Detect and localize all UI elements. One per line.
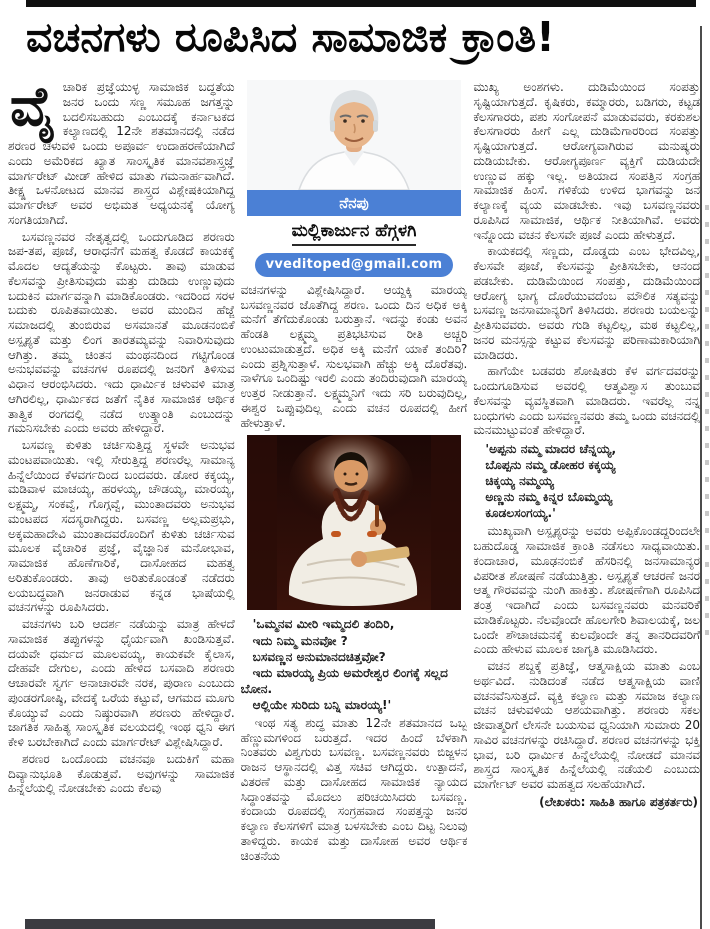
paragraph: ಇಂಥ ಸತ್ಯ ಶುದ್ಧ ಮಾತು 12ನೇ ಶತಮಾನದ ಒಬ್ಬ ಹೆಣ್ಣುಮಗಳಿಂದ ಬರುತ್ತದೆ. ಇದರ ಹಿಂದೆ ಬೆಳಕಾಗಿ ನಿಂತವರು ವಿಶ್ವಗುರು ಬಸವಣ್ಣ. ಬಸವಣ್ಣನವರು ಬಿಜ್ಜಳನ ರಾಜನ ಆಸ್ಥಾನದಲ್ಲಿ ವಿತ್ತ ಸಚಿವ ಆಗಿದ್ದರು. ಉತ್ಪಾದನೆ, ವಿತರಣೆ ಮತ್ತು ದಾಸೋಹದ ಸಾಮಾಜಿಕ ನ್ಯಾಯದ ಸಿದ್ಧಾಂತವನ್ನು ಮೊದಲು ಪರಿಚಯಿಸಿದರು ಬಸವಣ್ಣ. ಕಂದಾಯ ರೂಪದಲ್ಲಿ ಸಂಗ್ರಹವಾದ ಸಂಪತ್ತನ್ನು ಜನರ ಕಲ್ಯಾಣ ಕೆಲಸಗಳಿಗೆ ಮಾತ್ರ ಬಳಸಬೇಕು ಎಂಬ ದಿಟ್ಟ ನಿಲುವು ತಾಳಿದ್ದರು. ಕಾಯಕ ಮತ್ತು ದಾಸೋಹ ಅವರ ಆರ್ಥಿಕ ಚಿಂತನೆಯ [240,715,468,863]
section-label: ನೆನಪು [339,193,369,212]
vachana-quote-lakshmamma [241,616,468,713]
paragraph: ವಚನಗಳನ್ನು ವಿಶ್ಲೇಷಿಸಿದ್ದಾರೆ. ಆಯ್ದಕ್ಕಿ ಮಾರಯ್ಯ ಬಸವಣ್ಣನವರ ಜೊತೆಗಿದ್ದ ಶರಣ. ಒಂದು ದಿನ ಅಧಿಕ ಅಕ್ಕಿ ಮನೆಗೆ ತೆಗೆದುಕೊಂಡು ಬರುತ್ತಾನೆ. ಇದನ್ನು ಕಂಡು ಅವನ ಹೆಂಡತಿ ಲಕ್ಷ್ಮಮ್ಮ ಪ್ರತಿಭಟಿಸುವ ರೀತಿ ಅಚ್ಚರಿ ಉಂಟುಮಾಡುತ್ತದೆ. ಅಧಿಕ ಅಕ್ಕಿ ಮನೆಗೆ ಯಾಕೆ ತಂದಿರಿ? ಎಂದು ಪ್ರಶ್ನಿಸುತ್ತಾಳೆ. ಸುಲಭವಾಗಿ ಹೆಚ್ಚು ಅಕ್ಕಿ ದೊರೆತವು. ನಾಳೆಗೂ ಒಂದಿಷ್ಟು ಇರಲಿ ಎಂದು ತಂದಿರುವುದಾಗಿ ಮಾರಯ್ಯ ಉತ್ತರ ನೀಡುತ್ತಾನೆ. ಲಕ್ಷ್ಮಮ್ಮನಿಗೆ ಇದು ಸರಿ ಬರುವುದಿಲ್ಲ, ಈಶ್ವರ ಒಪ್ಪುವುದಿಲ್ಲ ಎಂದು ವಚನ ರೂಪದಲ್ಲಿ ಹೀಗೆ ಹೇಳುತ್ತಾಳೆ. [240,282,468,430]
middle-column [241,80,468,921]
author-email-pill [255,253,453,277]
article-body-columns [8,80,700,921]
section-label-band [247,190,461,216]
vachana-line: ಇದು ನಿಮ್ಮ ಮನವೋ ? [252,633,348,648]
author-note: (ಲೇಖಕರು: ಸಾಹಿತಿ ಹಾಗೂ ಪತ್ರಕರ್ತರು) [539,794,699,809]
vachana-line: ಕೂಡಲಸಂಗಯ್ಯ.' [485,506,556,521]
vachana-line: 'ಅಪ್ಪನು ನಮ್ಮ ಮಾದರ ಚೆನ್ನಯ್ಯ, [485,442,617,456]
vachana-line: ಬಸವಣ್ಣನ ಅನುಮಾನದಚಿತ್ತವೋ? [252,649,386,664]
vachana-line: ಚಿಕ್ಕಯ್ಯ ನಮ್ಮಯ್ಯ [485,474,554,489]
author-name-wrap [247,216,461,248]
author-name: ಮಲ್ಲಿಕಾರ್ಜುನ ಹೆಗ್ಗಳಗಿ [292,221,417,246]
drop-cap: ವೈ [10,80,56,138]
vachana-quote-basavanna [473,441,700,521]
author-portrait-photo [247,80,461,190]
vachana-line: ಬೊಪ್ಪನು ನಮ್ಮ ಡೋಹರ ಕಕ್ಕಯ್ಯ [485,458,616,473]
right-column-divider-rule [700,26,702,929]
basavanna-illustration [247,435,461,610]
right-column [473,80,700,921]
paragraph: ವಚನಗಳು ಬರಿ ಆದರ್ಶ ನಡೆಯನ್ನು ಮಾತ್ರ ಹೇಳದೆ ಸಾಮಾಜಿಕ ತಪ್ಪುಗಳನ್ನು ಧೈರ್ಯವಾಗಿ ಖಂಡಿಸುತ್ತವೆ. ದಯವೇ ಧರ್ಮದ ಮೂಲವಯ್ಯ, ಕಾಯಕವೇ ಕೈಲಾಸ, ದೇಹವೇ ದೇಗುಲ, ಎಂದು ಹೇಳಿದ ಬಸವಾದಿ ಶರಣರು ಆಚಾರವೇ ಸ್ವರ್ಗ ಅನಾಚಾರವೇ ನರಕ, ಪುರಾಣ ಎಂಬುದು ಪುಂಡರಗೋಷ್ಠಿ, ವೇದಕ್ಕೆ ಒರೆಯ ಕಟ್ಟುವೆ, ಆಗಮದ ಮೂಗು ಕೊಯ್ಯುವೆ ಎಂದು ನಿಷ್ಠುರವಾಗಿ ಶರಣರು ಹೇಳಿದ್ದಾರೆ. ಜಾಗತಿಕ ಸಾಹಿತ್ಯ ಸಾಂಸ್ಕೃತಿಕ ವಲಯದಲ್ಲಿ ಇಂಥ ಧ್ವನಿ ಈಗ ಕೇಳಿ ಬರಬೇಕಾಗಿದೆ ಎಂದು ಮಾರ್ಗರೇಟ್ ವಿಶ್ಲೇಷಿಸಿದ್ದಾರೆ. [8,617,235,749]
vachana-line: ಅಣ್ಣನು ನಮ್ಮ ಕಿನ್ನರ ಬೊಮ್ಮಯ್ಯ [485,490,613,505]
author-box [247,80,461,277]
vachana-line: ಆಲ್ಲಿಯೇ ಸುರಿದು ಬನ್ನಿ ಮಾರಯ್ಯ!' [252,697,392,712]
paragraph [8,80,235,228]
top-rule [26,0,696,7]
paragraph: ಶರಣರ ಒಂದೊಂದು ವಚನವೂ ಬದುಕಿಗೆ ಮಹಾ ದಿವ್ಯಾನುಭೂತಿ ಕೊಡುತ್ತವೆ. ಅವುಗಳನ್ನು ಸಾಮಾಜಿಕ ಹಿನ್ನೆಲೆಯಲ್ಲಿ ನೋಡಬೇಕು ಎಂದು ಕೆಲವು [8,751,235,796]
paragraph: ಬಸವಣ್ಣ ಕುಳಿತು ಚರ್ಚಿಸುತ್ತಿದ್ದ ಸ್ಥಳವೇ ಅನುಭವ ಮಂಟಪವಾಯಿತು. ಇಲ್ಲಿ ಸೇರುತ್ತಿದ್ದ ಶರಣರೆಲ್ಲ ಸಾಮಾನ್ಯ ಹಿನ್ನೆಲೆಯಿಂದ ಕೆಳವರ್ಗದಿಂದ ಬಂದವರು. ಡೋರ ಕಕ್ಕಯ್ಯ, ಮಡಿವಾಳ ಮಾಚಯ್ಯ, ಹರಳಯ್ಯ, ಚೌಡಯ್ಯ, ಮಾರಯ್ಯ, ಲಕ್ಷ್ಮಮ್ಮ, ಸಂಕವ್ವೆ, ಗೊಗ್ಗವ್ವೆ, ಮುಂತಾದವರು ಅನುಭವ ಮಂಟಪದ ಸದಸ್ಯರಾಗಿದ್ದರು. ಬಸವಣ್ಣ ಅಲ್ಲಮಪ್ರಭು, ಅಕ್ಕಮಹಾದೇವಿ ಮುಂತಾದವರೊಂದಿಗೆ ಕುಳಿತು ಚರ್ಚಿಸುವ ಮೂಲಕ ವೈಚಾರಿಕ ಪ್ರಜ್ಞೆ, ವೈಜ್ಞಾನಿಕ ಮನೋಭಾವ, ಸಾಮಾಜಿಕ ಹೊಣೆಗಾರಿಕೆ, ದಾಸೋಹದ ಮಹತ್ವ ಅರಿತುಕೊಂಡರು. ತಾವು ಅರಿತುಕೊಂಡಂತೆ ನಡೆದರು ಲಯಬದ್ಧವಾಗಿ ಜನರಾಡುವ ಕನ್ನಡ ಭಾಷೆಯಲ್ಲಿ ವಚನಗಳನ್ನು ರೂಪಿಸಿದರು. [8,438,235,615]
paragraph-text: ಚಾರಿಕ ಪ್ರಜ್ಞೆಯುಳ್ಳ ಸಾಮಾಜಿಕ ಬದ್ಧತೆಯ ಜನರ ಒಂದು ಸಣ್ಣ ಸಮೂಹ ಜಗತ್ತನ್ನು ಬದಲಿಸಬಹುದು ಎಂಬುದಕ್ಕೆ ಕರ್ನಾಟಕದ ಕಲ್ಯಾಣದಲ್ಲಿ 12ನೇ ಶತಮಾನದಲ್ಲಿ ನಡೆದ ಶರಣರ ಚಳುವಳಿ ಒಂದು ಅಪೂರ್ವ ಉದಾಹರಣೆಯಾಗಿದೆ ಎಂದು ಅಮೆರಿಕದ ಖ್ಯಾತ ಸಾಂಸ್ಕೃತಿಕ ಮಾನವಶಾಸ್ತ್ರಜ್ಞೆ ಮಾರ್ಗರೇಟ್ ಮೀಡ್ ಹೇಳಿದ ಮಾತು ಗಮನಾರ್ಹವಾಗಿದೆ. ತೀಕ್ಷ್ಣ ಒಳನೋಟದ ಮಾನವ ಶಾಸ್ತ್ರದ ವಿಶ್ಲೇಷಕಿಯಾಗಿದ್ದ ಮಾರ್ಗರೇಟ್ ಅವರ ಅಭಿಮತ ಅಧ್ಯಯನಕ್ಕೆ ಯೋಗ್ಯ ಸಂಗತಿಯಾಗಿದೆ. [8,80,235,227]
vachana-line: 'ಒಮ್ಮನವ ಮೀರಿ ಇಮ್ಮದಲಿ ತಂದಿರಿ, [252,617,395,632]
paragraph: ವಚನ ಶಬ್ದಕ್ಕೆ ಪ್ರತಿಜ್ಞೆ, ಆತ್ಮಸಾಕ್ಷಿಯ ಮಾತು ಎಂಬ ಅರ್ಥವಿದೆ. ನುಡಿದಂತೆ ನಡೆದ ಆತ್ಮಸಾಕ್ಷಿಯ ವಾಣಿ ವಚನವೆನಿಸುತ್ತದೆ. ವ್ಯಕ್ತಿ ಕಲ್ಯಾಣ ಮತ್ತು ಸಮಾಜ ಕಲ್ಯಾಣ ವಚನ ಚಳುವಳಿಯ ಆಶಯವಾಗಿತ್ತು. ಶರಣರು ಸಕಲ ಜೀವಾತ್ಮರಿಗೆ ಲೇಸನೇ ಬಯಸುವ ಧ್ವನಿಯಾಗಿ ಸುಮಾರು 20 ಸಾವಿರ ವಚನಗಳನ್ನು ರಚಿಸಿದ್ದಾರೆ. ಶರಣರ ವಚನಗಳನ್ನು ಭಕ್ತಿ ಭಾವ, ಬರಿ ಧಾರ್ಮಿಕ ಹಿನ್ನೆಲೆಯಲ್ಲಿ ನೋಡದೆ ಮಾನವ ಶಾಸ್ತ್ರದ ಸಾಂಸ್ಕೃತಿಕ ಹಿನ್ನೆಲೆಯಲ್ಲಿ ನಡೆಯಲಿ ಎಂಬುದು ಮಾರ್ಗೇಟ್ ಅವರ ಮಹತ್ವದ ಸಲಹೆಯಾಗಿದೆ. [473,659,701,792]
vachana-line: ಇದು ಮಾರಯ್ಯ ಪ್ರಿಯ ಅಮರೇಶ್ವರ ಲಿಂಗಕ್ಕೆ ಸಲ್ಲದ ಬೋನ. [240,665,448,696]
paragraph: ಕಾಯಕದಲ್ಲಿ ಸಣ್ಣದು, ದೊಡ್ಡದು ಎಂಬ ಭೇದವಿಲ್ಲ, ಕೆಲಸವೇ ಪೂಜೆ, ಕೆಲಸವನ್ನು ಪ್ರೀತಿಸಬೇಕು, ಆನಂದ ಪಡಬೇಕು. ದುಡಿಮೆಯಿಂದ ಸಂಪತ್ತು, ದುಡಿಮೆಯಿಂದ ಆರೋಗ್ಯ ಭಾಗ್ಯ ದೊರೆಯುವದೆಂಬ ಮೌಲಿಕ ಸತ್ಯವನ್ನು ಬಸವಣ್ಣ ಜನಸಾಮಾನ್ಯರಿಗೆ ತಿಳಿಸಿದರು. ಶರಣರು ಬಯಲನ್ನು ಪ್ರೀತಿಸುವವರು. ಅವರು ಗುಡಿ ಕಟ್ಟಲಿಲ್ಲ, ಮಠ ಕಟ್ಟಲಿಲ್ಲ, ಜನರ ಮನಸ್ಸನ್ನು ಕಟ್ಟುವ ಕೆಲಸವನ್ನು ಪರಿಣಾಮಕಾರಿಯಾಗಿ ಮಾಡಿದರು. [473,244,701,362]
paragraph: ಮುಖ್ಯವಾಗಿ ಅಸ್ಪೃಶ್ಯರನ್ನು ಅವರು ಅಪ್ಪಿಕೊಂಡದ್ದರಿಂದಲೇ ಬಹುದೊಡ್ಡ ಸಾಮಾಜಿಕ ಕ್ರಾಂತಿ ನಡೆಸಲು ಸಾಧ್ಯವಾಯಿತು. ಕಂದಾಚಾರ, ಮೂಢನಂಬಿಕೆ ಹೆಸರಿನಲ್ಲಿ ಜನಸಾಮಾನ್ಯರ ವಿಪರೀತ ಶೋಷಣೆ ನಡೆಯುತ್ತಿತ್ತು. ಅಸ್ಪೃಶ್ಯತೆ ಆಚರಣೆ ಜನರ ಆತ್ಮ ಗೌರವವನ್ನು ನುಂಗಿ ಹಾಕಿತ್ತು. ಶೋಷಣೆಗಾಗಿ ರೂಪಿಸಿದ ತಂತ್ರ ಇದಾಗಿದೆ ಎಂದು ಬಸವಣ್ಣನವರು ಮನವರಿಕೆ ಮಾಡಿಕೊಟ್ಟರು. ನೆಲವೊಂದೇ ಹೊಲಗೇರಿ ಶಿವಾಲಯಕ್ಕೆ, ಜಲ ಒಂದೇ ಶೌಚಾಚಮನಕ್ಕೆ ಕುಲವೊಂದೇ ತನ್ನ ತಾನರಿದವರಿಗೆ ಎಂದು ಹೇಳುವ ಮೂಲಕ ಜಾಗೃತಿ ಮೂಡಿಸಿದರು. [473,524,701,657]
paragraph: ಮುಖ್ಯ ಅಂಶಗಳು. ದುಡಿಮೆಯಿಂದ ಸಂಪತ್ತು ಸೃಷ್ಟಿಯಾಗುತ್ತದೆ. ಕೃಷಿಕರು, ಕಮ್ಮಾರರು, ಬಡಿಗರು, ಕಟ್ಟಡ ಕೆಲಸಗಾರರು, ಪಶು ಸಂಗೋಪನೆ ಮಾಡುವವರು, ಕರಕುಶಲ ಕೆಲಸಗಾರರು ಹೀಗೆ ಎಲ್ಲ ದುಡಿಮೆಗಾರರಿಂದ ಸಂಪತ್ತು ಸೃಷ್ಟಿಯಾಗುತ್ತದೆ. ಆರೋಗ್ಯವಾಗಿರುವ ಮನುಷ್ಯರು ದುಡಿಯಬೇಕು. ಆರೋಗ್ಯಪೂರ್ಣ ವ್ಯಕ್ತಿಗೆ ದುಡಿಯದೇ ಉಣ್ಣುವ ಹಕ್ಕು ಇಲ್ಲ. ಅತಿಯಾದ ಸಂಪತ್ತಿನ ಸಂಗ್ರಹ ಸಾಮಾಜಿಕ ಹಿಂಸೆ. ಗಳಿಕೆಯ ಉಳಿದ ಭಾಗವನ್ನು ಜನ ಕಲ್ಯಾಣಕ್ಕೆ ವ್ಯಯ ಮಾಡಬೇಕು. ಇವು ಬಸವಣ್ಣನವರು ರೂಪಿಸಿದ ಸಾಮಾಜಿಕ, ಆರ್ಥಿಕ ನೀತಿಯಾಗಿವೆ. ಅವರು ಇನ್ನೊಂದು ವಚನ ಕೆಲಸವೇ ಪೂಜೆ ಎಂದು ಹೇಳುತ್ತದೆ. [473,80,701,242]
author-portrait-illustration [247,80,461,190]
paragraph: ಬಸವಣ್ಣನವರ ನೇತೃತ್ವದಲ್ಲಿ ಒಂದುಗೂಡಿದ ಶರಣರು ಜಪ-ತಪ, ಪೂಜೆ, ಆರಾಧನೆಗೆ ಮಹತ್ವ ಕೊಡದೆ ಕಾಯಕಕ್ಕೆ ಮೊದಲ ಆದ್ಯತೆಯನ್ನು ಕೊಟ್ಟರು. ತಾವು ಮಾಡುವ ಕೆಲಸವನ್ನು ಪ್ರೀತಿಸುವುದು ಮತ್ತು ದುಡಿದು ಉಣ್ಣುವುದು ಬದುಕಿನ ಮಾರ್ಗವನ್ನಾಗಿ ಮಾಡಿಕೊಂಡರು. ಇದರಿಂದ ಸರಳ ಬದುಕು ರೂಪಿತವಾಯಿತು. ಅವರ ಮುಂದಿನ ಹೆಜ್ಜೆ ಸಮಾಜದಲ್ಲಿ ತುಂಬಿರುವ ಅಸಮಾನತೆ ಮೂಡನಂಬಿಕೆ ಅಸ್ಪೃಶ್ಯತೆ ಮತ್ತು ಲಿಂಗ ತಾರತಮ್ಯವನ್ನು ನಿವಾರಿಸುವುದು ಆಗಿತ್ತು. ತಮ್ಮ ಚಿಂತನ ಮಂಥನದಿಂದ ಗಟ್ಟಿಗೊಂಡ ಅನುಭವವನ್ನು ವಚನಗಳ ರೂಪದಲ್ಲಿ ಜನರಿಗೆ ತಿಳಿಸುವ ವಿಧಾನ ಆರಂಭಿಸಿದರು. ಇದು ಧಾರ್ಮಿಕ ಚಳುವಳಿ ಮಾತ್ರ ಆಗಿರಲಿಲ್ಲ, ಧಾರ್ಮಿಕದ ಜತೆಗೆ ನೈತಿಕ ಸಾಮಾಜಿಕ ಆರ್ಥಿಕ ತಾತ್ವಿಕ ರಂಗದಲ್ಲಿ ನಡೆದ ಉತ್ಕ್ರಾಂತಿ ಎಂಬುದನ್ನು ಗಮನಿಸಬೇಕು ಎಂದು ಅವರು ಹೇಳಿದ್ದಾರೆ. [8,229,235,436]
left-column [8,80,235,921]
author-email: vveditoped@gmail.com [265,256,443,272]
adjacent-column-text-fragments [705,205,709,645]
article-headline: ವಚನಗಳು ರೂಪಿಸಿದ ಸಾಮಾಜಿಕ ಕ್ರಾಂತಿ! [26,13,555,61]
basavanna-figure [247,435,461,610]
paragraph: ಹಾಗೆಯೇ ಬಡವರು ಶೋಷಿತರು ಕೆಳ ವರ್ಗದವರನ್ನು ಒಂದುಗೂಡಿಸುವ ಅವರಲ್ಲಿ ಆತ್ಮವಿಶ್ವಾಸ ತುಂಬುವ ಕೆಲಸವನ್ನು ವ್ಯವಸ್ಥಿತವಾಗಿ ಮಾಡಿದರು. ಇವರೆಲ್ಲ ನನ್ನ ಬಂಧುಗಳು ಎಂದು ಬಸವಣ್ಣನವರು ತಮ್ಮ ಒಂದು ವಚನದಲ್ಲಿ ಮನಮುಟ್ಟುವಂತೆ ಹೇಳಿದ್ದಾರೆ. [473,364,701,438]
